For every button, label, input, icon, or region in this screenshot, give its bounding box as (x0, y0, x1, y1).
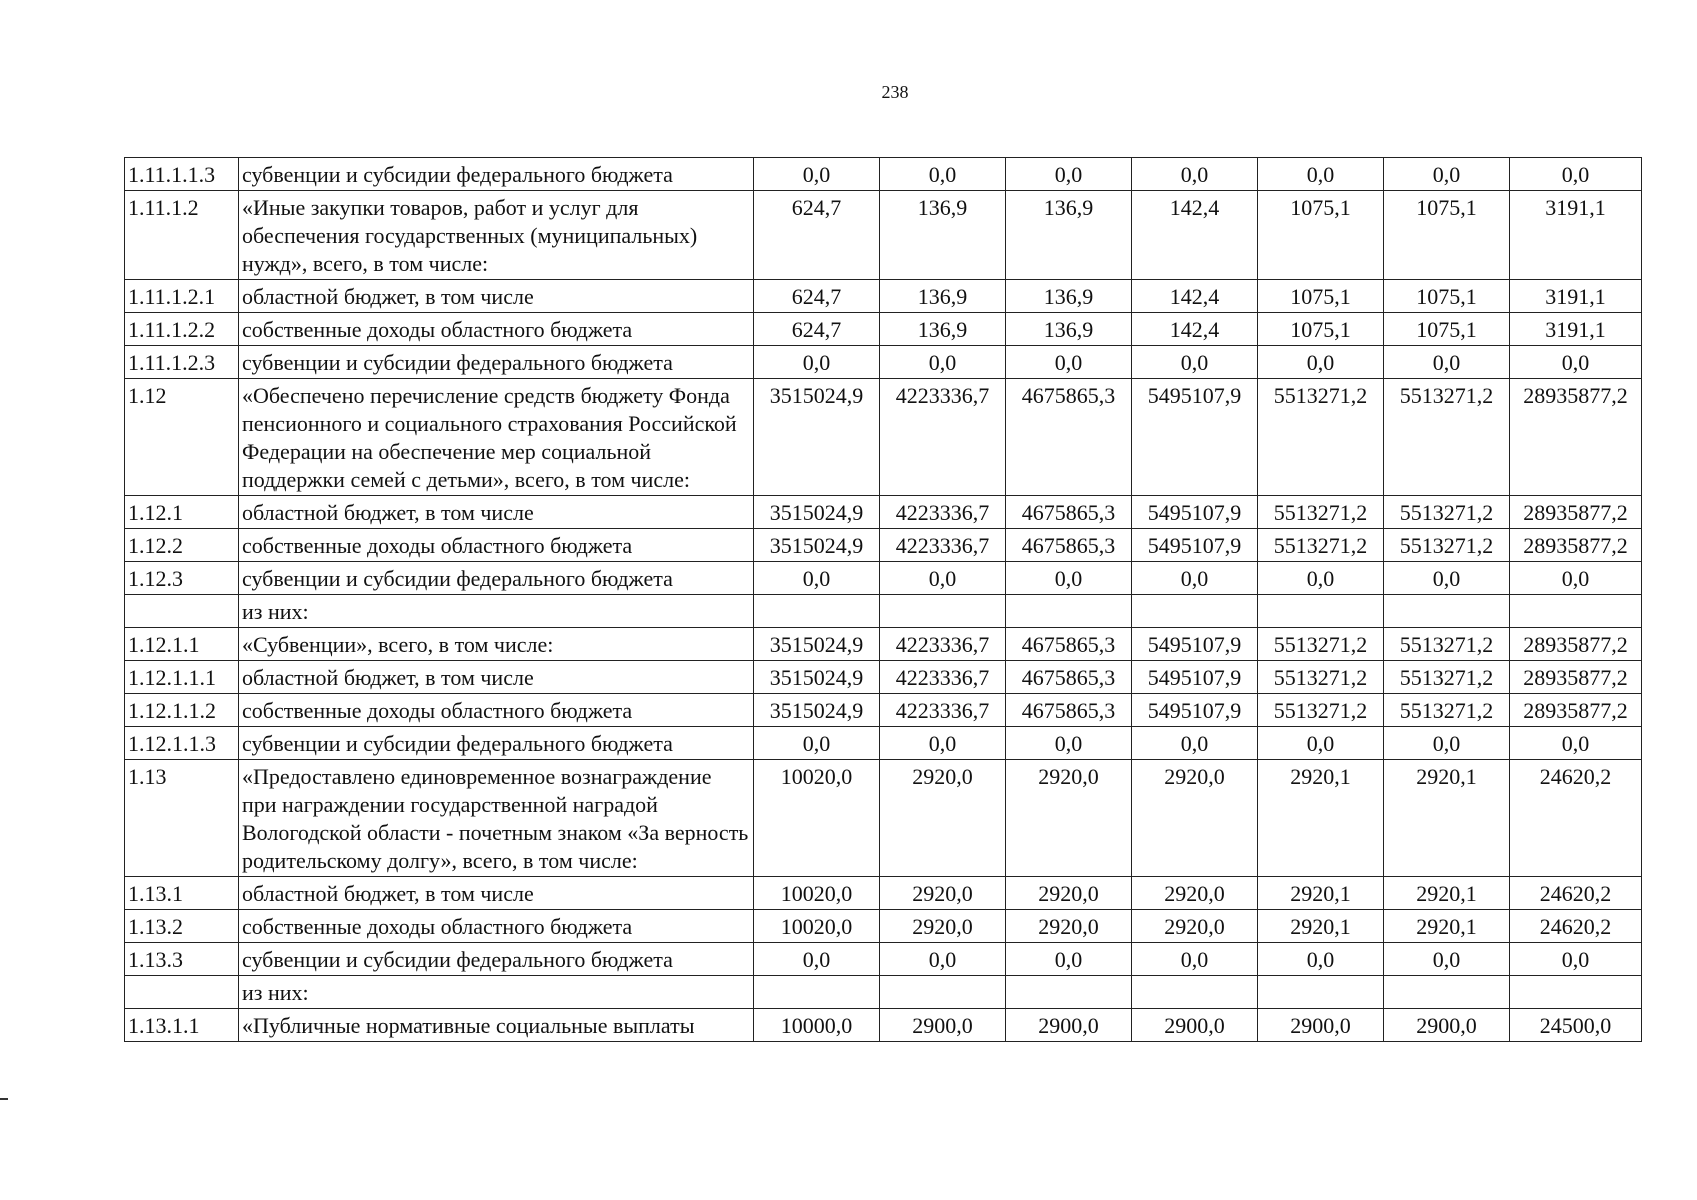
value-cell: 0,0 (1384, 943, 1510, 976)
value-cell: 0,0 (754, 346, 880, 379)
value-cell: 0,0 (1006, 346, 1132, 379)
row-code-cell: 1.12 (125, 379, 239, 496)
row-code-cell: 1.13.1 (125, 877, 239, 910)
value-cell: 3515024,9 (754, 529, 880, 562)
value-cell: 4675865,3 (1006, 496, 1132, 529)
value-cell: 0,0 (1510, 158, 1642, 191)
value-cell: 2920,0 (1132, 910, 1258, 943)
value-cell: 3515024,9 (754, 379, 880, 496)
table-row (125, 280, 1642, 313)
table-row (125, 628, 1642, 661)
value-cell (880, 595, 1006, 628)
value-cell: 0,0 (1258, 943, 1384, 976)
value-cell (754, 595, 880, 628)
value-cell: 0,0 (1510, 346, 1642, 379)
table-row (125, 191, 1642, 280)
value-cell: 2920,0 (880, 910, 1006, 943)
row-code-cell (125, 595, 239, 628)
value-cell (1006, 595, 1132, 628)
table-row (125, 760, 1642, 877)
table-row (125, 943, 1642, 976)
value-cell: 4223336,7 (880, 496, 1006, 529)
value-cell: 28935877,2 (1510, 694, 1642, 727)
value-cell: 5513271,2 (1258, 661, 1384, 694)
value-cell: 624,7 (754, 191, 880, 280)
row-name-cell: областной бюджет, в том числе (239, 280, 754, 313)
value-cell: 0,0 (1006, 158, 1132, 191)
value-cell: 5513271,2 (1258, 529, 1384, 562)
value-cell: 5513271,2 (1258, 496, 1384, 529)
table-row (125, 727, 1642, 760)
value-cell (1258, 976, 1384, 1009)
row-name-cell: «Иные закупки товаров, работ и услуг для обеспечения государственных (муниципальных) нужд», всего, в том числе: (239, 191, 754, 280)
value-cell: 0,0 (1384, 727, 1510, 760)
value-cell: 0,0 (1006, 943, 1132, 976)
row-name-cell: собственные доходы областного бюджета (239, 910, 754, 943)
value-cell: 0,0 (1258, 346, 1384, 379)
value-cell: 1075,1 (1258, 313, 1384, 346)
row-name-cell: областной бюджет, в том числе (239, 661, 754, 694)
value-cell: 136,9 (1006, 313, 1132, 346)
value-cell: 0,0 (1258, 727, 1384, 760)
value-cell: 10020,0 (754, 760, 880, 877)
table-row (125, 313, 1642, 346)
value-cell: 5513271,2 (1384, 628, 1510, 661)
value-cell: 5513271,2 (1384, 379, 1510, 496)
value-cell: 2920,1 (1384, 877, 1510, 910)
table-row (125, 595, 1642, 628)
row-name-cell: «Публичные нормативные социальные выплаты (239, 1009, 754, 1042)
value-cell: 0,0 (1132, 562, 1258, 595)
row-name-cell: «Субвенции», всего, в том числе: (239, 628, 754, 661)
value-cell: 0,0 (1510, 943, 1642, 976)
value-cell (1384, 976, 1510, 1009)
row-code-cell: 1.12.2 (125, 529, 239, 562)
row-name-cell: субвенции и субсидии федерального бюджета (239, 158, 754, 191)
row-code-cell: 1.12.1.1 (125, 628, 239, 661)
value-cell: 2920,0 (1006, 910, 1132, 943)
value-cell: 1075,1 (1384, 313, 1510, 346)
value-cell: 4223336,7 (880, 529, 1006, 562)
value-cell: 2920,0 (1132, 877, 1258, 910)
table-row (125, 910, 1642, 943)
value-cell: 0,0 (1132, 346, 1258, 379)
value-cell: 136,9 (1006, 191, 1132, 280)
value-cell: 5495107,9 (1132, 661, 1258, 694)
row-name-cell: субвенции и субсидии федерального бюджета (239, 346, 754, 379)
value-cell: 5495107,9 (1132, 379, 1258, 496)
value-cell: 0,0 (1132, 943, 1258, 976)
row-code-cell: 1.12.1.1.3 (125, 727, 239, 760)
value-cell: 5513271,2 (1258, 628, 1384, 661)
value-cell: 5513271,2 (1258, 379, 1384, 496)
value-cell: 0,0 (1510, 562, 1642, 595)
value-cell: 136,9 (880, 280, 1006, 313)
value-cell: 5513271,2 (1258, 694, 1384, 727)
row-code-cell: 1.11.1.2.1 (125, 280, 239, 313)
row-code-cell: 1.12.3 (125, 562, 239, 595)
value-cell: 4675865,3 (1006, 529, 1132, 562)
value-cell: 24500,0 (1510, 1009, 1642, 1042)
value-cell: 2920,1 (1258, 760, 1384, 877)
value-cell: 2920,1 (1384, 910, 1510, 943)
table-row (125, 1009, 1642, 1042)
value-cell: 28935877,2 (1510, 661, 1642, 694)
value-cell: 5495107,9 (1132, 628, 1258, 661)
value-cell: 0,0 (754, 727, 880, 760)
value-cell: 24620,2 (1510, 910, 1642, 943)
value-cell: 5495107,9 (1132, 694, 1258, 727)
value-cell (1006, 976, 1132, 1009)
value-cell: 3191,1 (1510, 280, 1642, 313)
value-cell: 28935877,2 (1510, 628, 1642, 661)
value-cell: 0,0 (1258, 158, 1384, 191)
budget-table (124, 157, 1642, 1042)
table-row (125, 976, 1642, 1009)
value-cell: 10000,0 (754, 1009, 880, 1042)
value-cell (1510, 595, 1642, 628)
value-cell: 5513271,2 (1384, 529, 1510, 562)
value-cell: 1075,1 (1384, 191, 1510, 280)
value-cell: 0,0 (880, 158, 1006, 191)
row-code-cell: 1.13.1.1 (125, 1009, 239, 1042)
value-cell: 5513271,2 (1384, 496, 1510, 529)
value-cell: 2920,0 (880, 760, 1006, 877)
value-cell (1132, 976, 1258, 1009)
value-cell: 142,4 (1132, 280, 1258, 313)
table-row (125, 694, 1642, 727)
value-cell: 624,7 (754, 313, 880, 346)
row-code-cell: 1.13.2 (125, 910, 239, 943)
value-cell: 3191,1 (1510, 313, 1642, 346)
value-cell: 136,9 (1006, 280, 1132, 313)
value-cell: 0,0 (754, 158, 880, 191)
table-row (125, 529, 1642, 562)
value-cell (754, 976, 880, 1009)
row-name-cell: из них: (239, 595, 754, 628)
value-cell: 0,0 (1384, 158, 1510, 191)
row-name-cell: собственные доходы областного бюджета (239, 313, 754, 346)
value-cell: 136,9 (880, 313, 1006, 346)
table-row (125, 158, 1642, 191)
table-row (125, 877, 1642, 910)
value-cell: 0,0 (1006, 727, 1132, 760)
row-name-cell: областной бюджет, в том числе (239, 877, 754, 910)
value-cell (1132, 595, 1258, 628)
row-name-cell: субвенции и субсидии федерального бюджета (239, 943, 754, 976)
value-cell: 2920,0 (1132, 760, 1258, 877)
table-row (125, 496, 1642, 529)
value-cell: 142,4 (1132, 191, 1258, 280)
value-cell: 5513271,2 (1384, 694, 1510, 727)
value-cell: 0,0 (1006, 562, 1132, 595)
table-row (125, 379, 1642, 496)
value-cell: 0,0 (1384, 346, 1510, 379)
value-cell: 4675865,3 (1006, 661, 1132, 694)
row-name-cell: из них: (239, 976, 754, 1009)
row-name-cell: субвенции и субсидии федерального бюджета (239, 727, 754, 760)
value-cell: 2920,0 (1006, 877, 1132, 910)
value-cell: 2900,0 (1132, 1009, 1258, 1042)
value-cell: 2920,0 (880, 877, 1006, 910)
value-cell: 10020,0 (754, 910, 880, 943)
value-cell: 5495107,9 (1132, 496, 1258, 529)
page-number: 238 (881, 82, 909, 102)
value-cell: 0,0 (754, 562, 880, 595)
value-cell: 3515024,9 (754, 496, 880, 529)
value-cell: 0,0 (880, 727, 1006, 760)
value-cell: 2900,0 (1006, 1009, 1132, 1042)
row-code-cell: 1.13.3 (125, 943, 239, 976)
value-cell (880, 976, 1006, 1009)
value-cell: 2920,0 (1006, 760, 1132, 877)
row-name-cell: «Обеспечено перечисление средств бюджету Фонда пенсионного и социального страхования Российской Федерации на обеспечение мер социальной поддержки семей с детьми», всего, в том числе: (239, 379, 754, 496)
value-cell: 2920,1 (1258, 877, 1384, 910)
value-cell: 24620,2 (1510, 760, 1642, 877)
margin-mark (0, 1098, 8, 1100)
value-cell: 24620,2 (1510, 877, 1642, 910)
value-cell: 2900,0 (1384, 1009, 1510, 1042)
value-cell (1258, 595, 1384, 628)
row-code-cell: 1.11.1.2.2 (125, 313, 239, 346)
value-cell: 136,9 (880, 191, 1006, 280)
row-name-cell: «Предоставлено единовременное вознаграждение при награждении государственной наградой Вологодской области - почетным знаком «За верность родительскому долгу», всего, в том числе: (239, 760, 754, 877)
value-cell: 0,0 (880, 346, 1006, 379)
value-cell: 10020,0 (754, 877, 880, 910)
row-name-cell: собственные доходы областного бюджета (239, 694, 754, 727)
value-cell: 4223336,7 (880, 694, 1006, 727)
row-code-cell: 1.11.1.2.3 (125, 346, 239, 379)
value-cell: 2900,0 (1258, 1009, 1384, 1042)
value-cell: 5495107,9 (1132, 529, 1258, 562)
row-code-cell: 1.11.1.1.3 (125, 158, 239, 191)
row-name-cell: областной бюджет, в том числе (239, 496, 754, 529)
value-cell: 1075,1 (1384, 280, 1510, 313)
value-cell: 28935877,2 (1510, 496, 1642, 529)
row-code-cell: 1.12.1.1.2 (125, 694, 239, 727)
value-cell: 3515024,9 (754, 661, 880, 694)
value-cell: 0,0 (880, 943, 1006, 976)
value-cell: 142,4 (1132, 313, 1258, 346)
value-cell: 2920,1 (1258, 910, 1384, 943)
value-cell: 0,0 (1132, 158, 1258, 191)
value-cell: 28935877,2 (1510, 379, 1642, 496)
value-cell: 2900,0 (880, 1009, 1006, 1042)
value-cell: 0,0 (754, 943, 880, 976)
row-code-cell: 1.12.1.1.1 (125, 661, 239, 694)
value-cell (1510, 976, 1642, 1009)
value-cell: 0,0 (1132, 727, 1258, 760)
row-code-cell: 1.11.1.2 (125, 191, 239, 280)
value-cell: 4675865,3 (1006, 628, 1132, 661)
value-cell: 4675865,3 (1006, 379, 1132, 496)
value-cell: 2920,1 (1384, 760, 1510, 877)
value-cell: 4223336,7 (880, 628, 1006, 661)
value-cell: 4675865,3 (1006, 694, 1132, 727)
row-code-cell: 1.12.1 (125, 496, 239, 529)
table-row (125, 661, 1642, 694)
row-code-cell (125, 976, 239, 1009)
row-code-cell: 1.13 (125, 760, 239, 877)
row-name-cell: собственные доходы областного бюджета (239, 529, 754, 562)
value-cell: 0,0 (1510, 727, 1642, 760)
value-cell: 0,0 (1258, 562, 1384, 595)
value-cell: 1075,1 (1258, 280, 1384, 313)
value-cell: 3191,1 (1510, 191, 1642, 280)
value-cell: 0,0 (1384, 562, 1510, 595)
value-cell: 624,7 (754, 280, 880, 313)
value-cell: 0,0 (880, 562, 1006, 595)
value-cell (1384, 595, 1510, 628)
value-cell: 1075,1 (1258, 191, 1384, 280)
value-cell: 4223336,7 (880, 379, 1006, 496)
value-cell: 5513271,2 (1384, 661, 1510, 694)
table-row (125, 346, 1642, 379)
value-cell: 3515024,9 (754, 628, 880, 661)
value-cell: 28935877,2 (1510, 529, 1642, 562)
value-cell: 3515024,9 (754, 694, 880, 727)
value-cell: 4223336,7 (880, 661, 1006, 694)
table-row (125, 562, 1642, 595)
budget-table-body (125, 158, 1642, 1042)
row-name-cell: субвенции и субсидии федерального бюджета (239, 562, 754, 595)
